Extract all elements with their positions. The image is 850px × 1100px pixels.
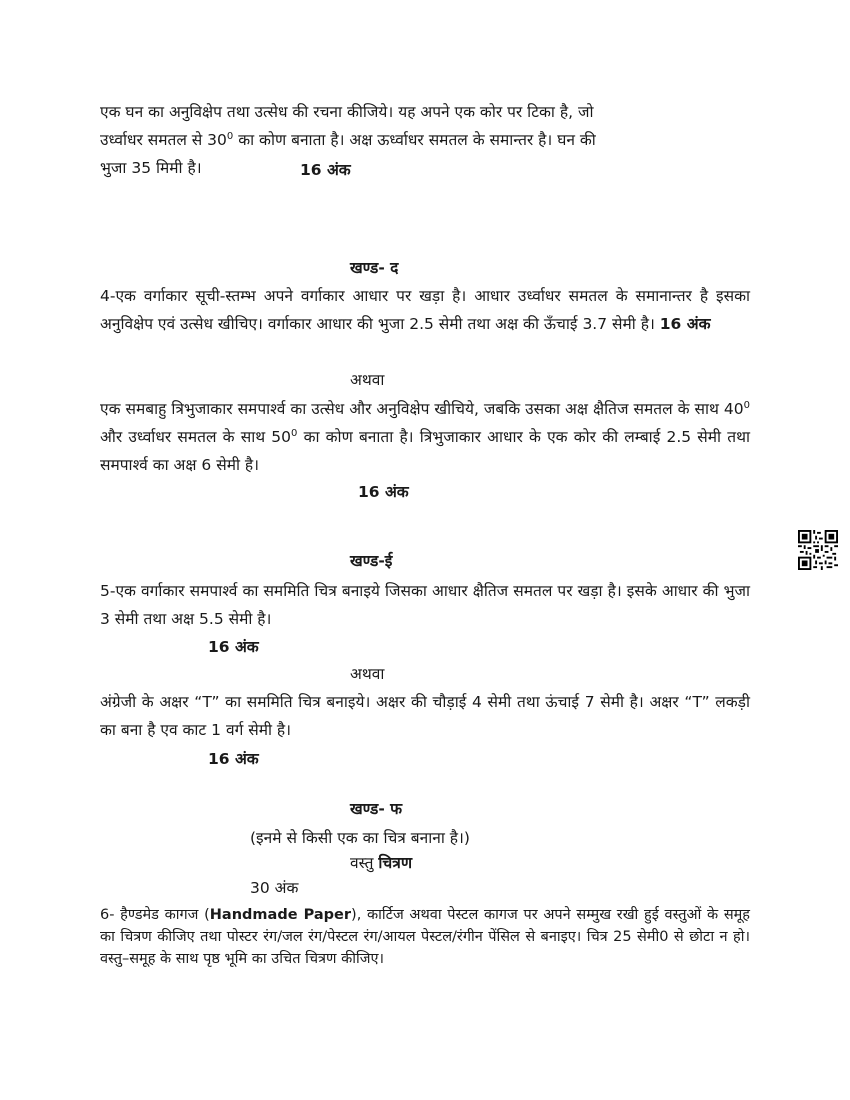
q4-alt-c: का कोण बनाता है। त्रिभुजाकार आधार के एक कोर की लम्बाई 2.5 सेमी तथा समपार्श्व का अक्ष 6 सेमी है।: [100, 428, 750, 474]
q3-alt-marks: 16 अंक: [300, 161, 351, 179]
section-f-marks-text: 30 अंक: [250, 879, 299, 897]
degree-sup: 0: [291, 427, 298, 439]
q4-alt-a: एक समबाहु त्रिभुजाकार समपार्श्व का उत्सेध और अनुविक्षेप खीचिये, जबकि उसका अक्ष क्षैतिज समतल के साथ 40: [100, 400, 744, 418]
q5-paragraph: [100, 577, 750, 633]
q3-alt-line2a: उर्ध्वाधर समतल से 30: [100, 131, 227, 149]
section-f-heading: खण्ड- फ: [350, 800, 403, 818]
q4-alt-marks: 16 अंक: [358, 483, 409, 501]
section-e-or: अथवा: [350, 665, 385, 683]
section-d-heading: खण्ड- द: [350, 259, 399, 277]
q6-a: 6- हैण्डमेड कागज (: [100, 907, 210, 923]
section-f-marks: [250, 876, 298, 898]
q4-marks: 16 अंक: [659, 315, 711, 333]
q5-alt-marks: 16 अंक: [208, 750, 259, 768]
section-e-heading: खण्ड-ई: [350, 552, 393, 570]
q4-alt-b: और उर्ध्वाधर समतल के साथ 50: [100, 428, 292, 446]
q3-alt-line1: एक घन का अनुविक्षेप तथा उत्सेध की रचना कीजिये। यह अपने एक कोर पर टिका है, जो: [100, 103, 594, 121]
q3-alt-line2b: का कोण बनाता है। अक्ष ऊर्ध्वाधर समतल के समान्तर है। घन की: [233, 131, 596, 149]
q4-alt-paragraph: [100, 395, 750, 479]
q5-text: 5-एक वर्गाकार समपार्श्व का सममिति चित्र बनाइये जिसका आधार क्षैतिज समतल पर खड़ा है। इसके आधार की भुजा 3 सेमी तथा अक्ष 5.5 सेमी है।: [100, 582, 750, 628]
q4-text: 4-एक वर्गाकार सूची-स्तम्भ अपने वर्गाकार आधार पर खड़ा है। आधार उर्ध्वाधर समतल के समानान्तर है इसका अनुविक्षेप एवं उत्सेध खीचिए। वर्गाकार आधार की भुजा 2.5 सेमी तथा अक्ष की ऊँचाई 3.7 सेमी है।: [100, 287, 750, 333]
q5-marks: 16 अंक: [208, 638, 259, 656]
degree-sup: 0: [226, 130, 234, 142]
degree-sup: 0: [743, 399, 750, 411]
qr-code: [798, 530, 838, 570]
q6-paragraph: [100, 904, 750, 970]
q4-paragraph: [100, 282, 750, 338]
q6-b: ), कार्टिज अथवा पेस्टल कागज पर अपने सम्मुख रखी हुई वस्तुओं के समूह का चित्रण कीजिए तथा पोस्टर रंग/जल रंग/पेस्टल रंग/आयल पेस्टल/रंगीन पेंसिल से बनाइए। चित्र 25 सेमी0 से छोटा न हो। वस्तु–समूह के साथ पृष्ठ भूमि का उचित चित्रण कीजिए।: [100, 907, 751, 967]
q6-bold: Handmade Paper: [209, 907, 352, 923]
q3-alt-line3: भुजा 35 मिमी है।: [100, 159, 202, 177]
section-f-note: (इनमे से किसी एक का चित्र बनाना है।): [250, 829, 470, 847]
subject-label-bold: चित्रण: [378, 854, 413, 872]
q5-alt-paragraph: [100, 688, 750, 744]
section-d-or: अथवा: [350, 371, 385, 389]
subject-label: वस्तु: [350, 854, 379, 872]
section-f-subject: [350, 851, 412, 873]
q3-alt-paragraph: [100, 98, 750, 182]
q5-alt-text: अंग्रेजी के अक्षर “T” का सममिति चित्र बनाइये। अक्षर की चौड़ाई 4 सेमी तथा ऊंचाई 7 सेमी है। अक्षर “T” लकड़ी का बना है एव काट 1 वर्ग सेमी है।: [100, 693, 750, 739]
